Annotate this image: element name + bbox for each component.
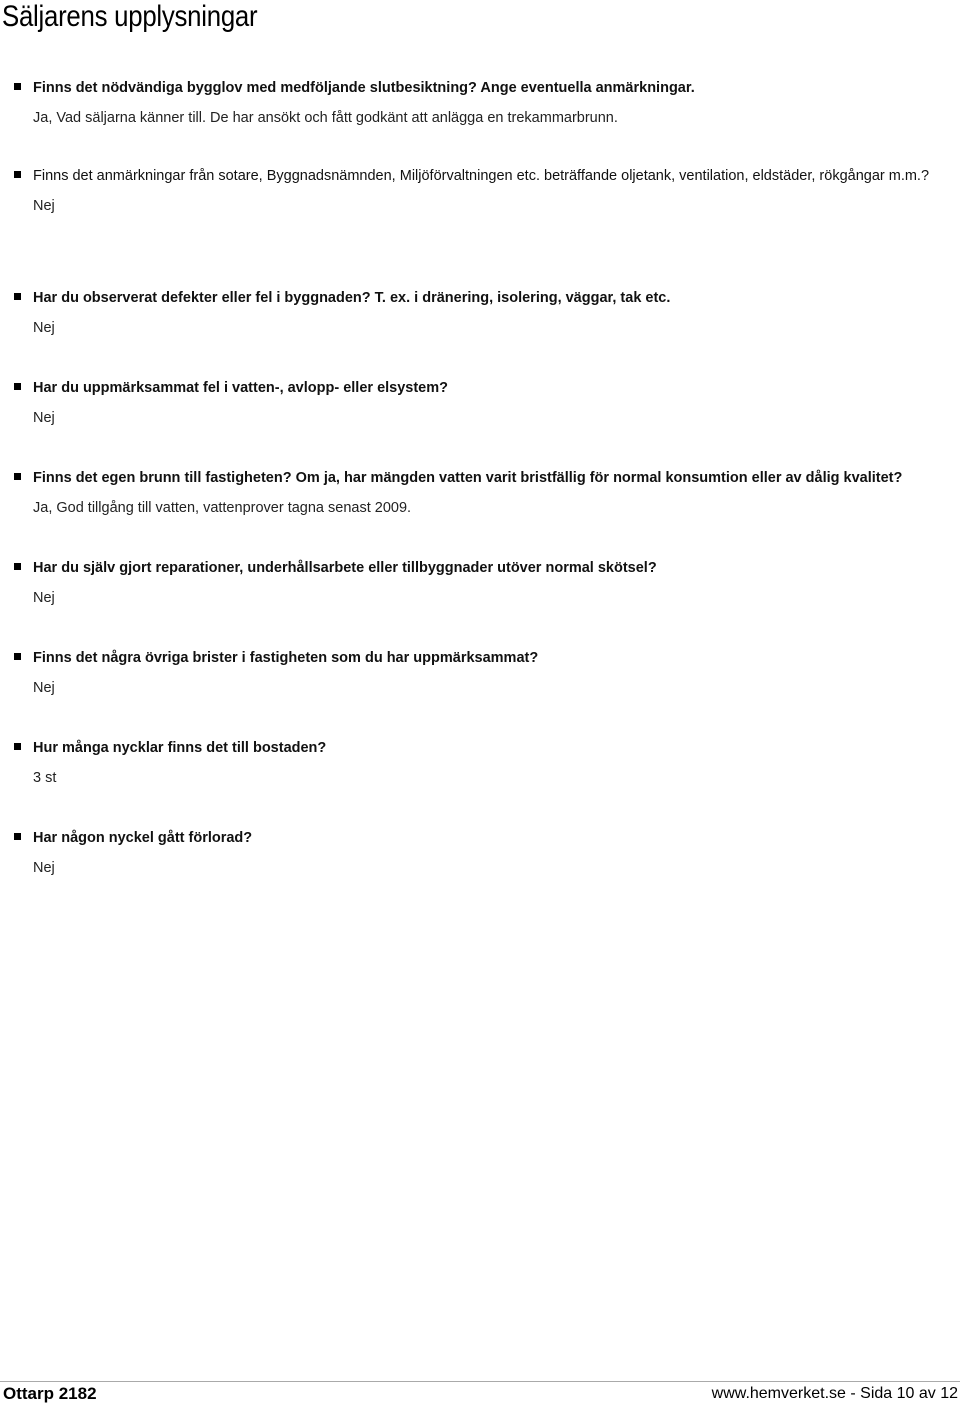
question: Finns det anmärkningar från sotare, Byggnadsnämnden, Miljöförvaltningen etc. beträffande oljetank, ventilation, eldstäder, rökgångar m.m.? — [33, 168, 930, 184]
qa-item-building-permit — [14, 73, 944, 133]
square-bullet-icon — [14, 653, 21, 660]
answer: Nej — [33, 680, 55, 696]
answer: Nej — [33, 860, 55, 876]
square-bullet-icon — [14, 833, 21, 840]
answer: Ja, God tillgång till vatten, vattenprover tagna senast 2009. — [33, 500, 412, 516]
answer: Ja, Vad säljarna känner till. De har ansökt och fått godkänt att anlägga en trekammarbrunn. — [33, 110, 618, 126]
square-bullet-icon — [14, 743, 21, 750]
answer: Nej — [33, 320, 55, 336]
question: Har någon nyckel gått förlorad? — [33, 830, 253, 846]
qa-item-repairs — [14, 553, 944, 613]
question: Hur många nycklar finns det till bostaden? — [33, 740, 327, 756]
qa-item-other-faults — [14, 643, 944, 703]
answer: Nej — [33, 590, 55, 606]
qa-item-keys-lost — [14, 823, 944, 883]
square-bullet-icon — [14, 383, 21, 390]
question: Finns det några övriga brister i fastigheten som du har uppmärksammat? — [33, 650, 539, 666]
question: Har du uppmärksammat fel i vatten-, avlopp- eller elsystem? — [33, 380, 448, 396]
question: Har du själv gjort reparationer, underhållsarbete eller tillbyggnader utöver normal skötsel? — [33, 560, 657, 576]
footer-property: Ottarp 2182 — [3, 1384, 97, 1403]
answer: Nej — [33, 410, 55, 426]
square-bullet-icon — [14, 293, 21, 300]
footer-page-info: www.hemverket.se - Sida 10 av 12 — [711, 1385, 958, 1402]
qa-item-keys-count — [14, 733, 944, 793]
qa-item-well — [14, 463, 944, 523]
square-bullet-icon — [14, 563, 21, 570]
qa-item-water-electric — [14, 373, 944, 433]
qa-item-defects — [14, 283, 944, 343]
answer: 3 st — [33, 770, 57, 786]
square-bullet-icon — [14, 83, 21, 90]
question: Finns det egen brunn till fastigheten? Om ja, har mängden vatten varit bristfällig för normal konsumtion eller av dålig kvalitet? — [33, 470, 903, 486]
question: Finns det nödvändiga bygglov med medföljande slutbesiktning? Ange eventuella anmärkningar. — [33, 80, 695, 96]
answer: Nej — [33, 198, 55, 214]
question: Har du observerat defekter eller fel i byggnaden? T. ex. i dränering, isolering, väggar, tak etc. — [33, 290, 671, 306]
qa-item-remarks — [14, 161, 944, 221]
square-bullet-icon — [14, 171, 21, 178]
footer-divider — [0, 1381, 960, 1382]
square-bullet-icon — [14, 473, 21, 480]
page-title: Säljarens upplysningar — [2, 0, 258, 33]
